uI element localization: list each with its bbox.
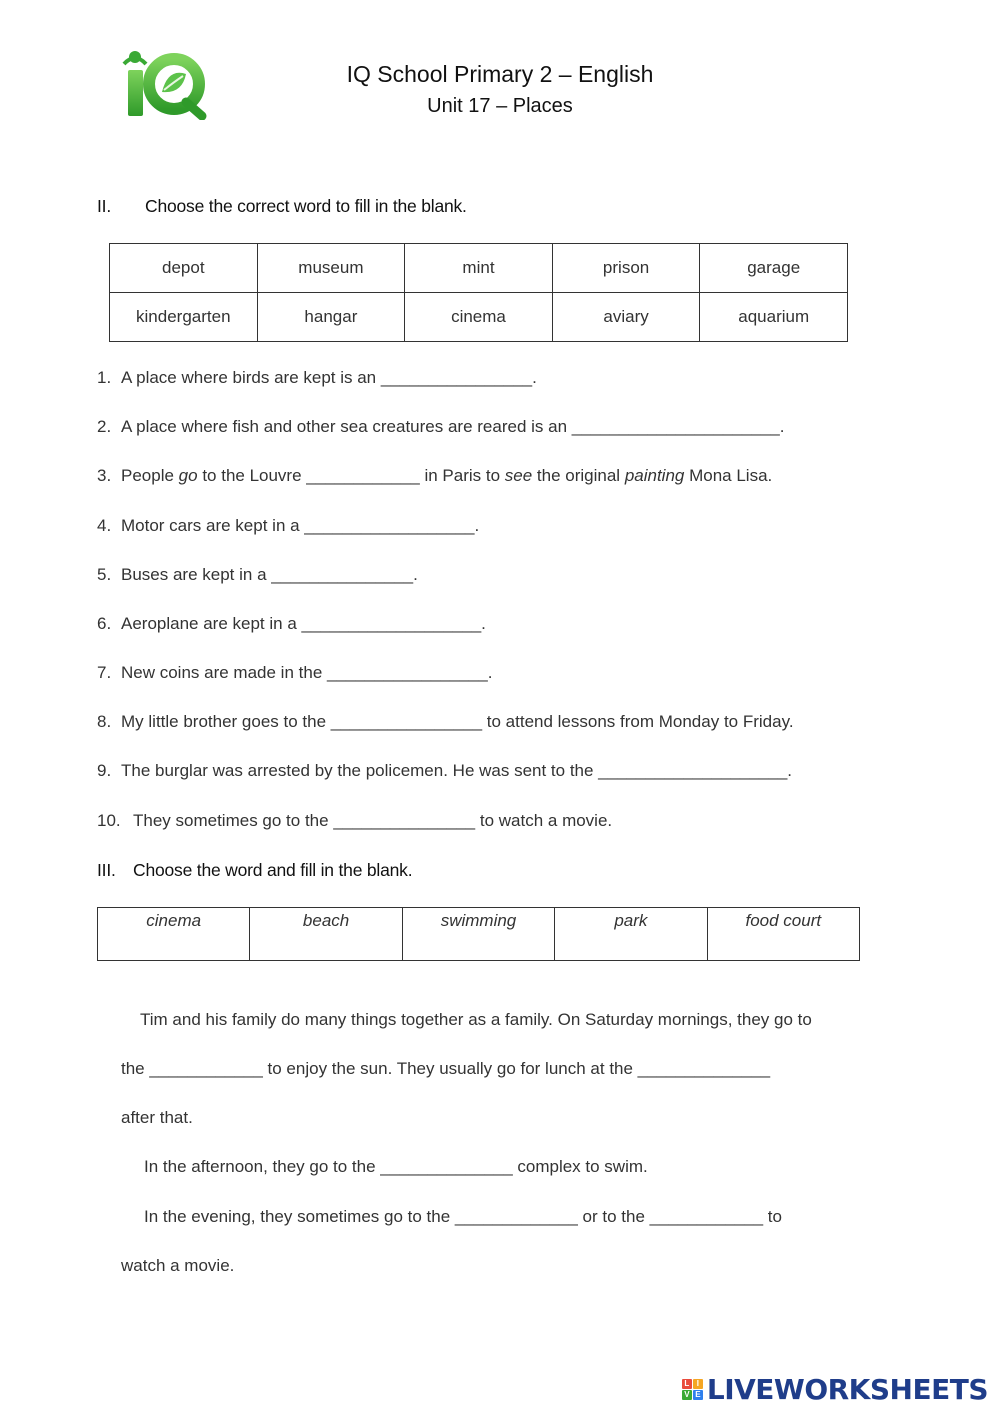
question-number: 7. xyxy=(97,663,112,682)
word-bank-cell: beach xyxy=(250,908,402,961)
section-3-instruction: Choose the word and fill in the blank. xyxy=(133,860,413,880)
question-text-emphasis: painting xyxy=(624,466,685,485)
word-bank-cell: cinema xyxy=(405,293,553,342)
word-bank-cell: depot xyxy=(110,244,258,293)
word-bank-cell: kindergarten xyxy=(110,293,258,342)
question-text-emphasis: go xyxy=(178,466,198,485)
question-6 xyxy=(97,614,486,634)
paragraph-line: after that. xyxy=(121,1108,193,1127)
section-3-number: III. xyxy=(97,860,116,880)
question-text[interactable]: New coins are made in the _________________. xyxy=(121,663,493,682)
question-number: 3. xyxy=(97,466,112,485)
word-bank-cell: mint xyxy=(405,244,553,293)
question-7 xyxy=(97,663,492,683)
word-bank-cell: park xyxy=(555,908,707,961)
question-text-part[interactable]: to the Louvre ____________ in Paris to xyxy=(197,466,505,485)
question-number: 1. xyxy=(97,368,112,387)
liveworksheets-watermark xyxy=(682,1373,988,1406)
question-text[interactable]: Buses are kept in a _______________. xyxy=(121,565,418,584)
question-number: 9. xyxy=(97,761,112,780)
question-5 xyxy=(97,565,418,585)
question-2 xyxy=(97,417,784,437)
watermark-text: LIVEWORKSHEETS xyxy=(706,1373,988,1406)
question-text[interactable]: My little brother goes to the ________________ to attend lessons from Monday to Friday. xyxy=(121,712,794,731)
badge-letter: L xyxy=(682,1379,692,1389)
section-3-heading xyxy=(97,860,412,881)
word-bank-cell: cinema xyxy=(98,908,250,961)
word-bank-row xyxy=(110,244,848,293)
word-bank-table-2 xyxy=(97,907,860,961)
badge-letter: I xyxy=(693,1379,703,1389)
word-bank-cell: museum xyxy=(257,244,405,293)
word-bank-cell: prison xyxy=(552,244,700,293)
badge-letter: V xyxy=(682,1390,692,1400)
page-subtitle: Unit 17 – Places xyxy=(427,95,573,117)
question-number: 4. xyxy=(97,516,112,535)
question-number: 5. xyxy=(97,565,112,584)
question-number: 8. xyxy=(97,712,112,731)
question-text[interactable]: A place where birds are kept is an ________________. xyxy=(121,368,537,387)
section-2-instruction: Choose the correct word to fill in the blank. xyxy=(145,196,467,216)
badge-letter: E xyxy=(693,1390,703,1400)
page-title: IQ School Primary 2 – English xyxy=(346,61,654,87)
liveworksheets-badge-icon xyxy=(682,1376,703,1404)
word-bank-cell: aviary xyxy=(552,293,700,342)
question-9 xyxy=(97,761,792,781)
question-text-part: People xyxy=(121,466,179,485)
paragraph-line: Tim and his family do many things together as a family. On Saturday mornings, they go to xyxy=(140,1010,812,1029)
question-10 xyxy=(97,811,612,831)
word-bank-cell: aquarium xyxy=(700,293,848,342)
question-number: 2. xyxy=(97,417,112,436)
question-text-part: Mona Lisa. xyxy=(684,466,773,485)
question-1 xyxy=(97,368,537,388)
question-text[interactable]: A place where fish and other sea creatures are reared is an ______________________. xyxy=(121,417,785,436)
question-text[interactable]: Aeroplane are kept in a ___________________. xyxy=(121,614,486,633)
word-bank-table xyxy=(109,243,848,342)
question-text[interactable]: The burglar was arrested by the policemen. He was sent to the ____________________. xyxy=(121,761,793,780)
word-bank-row xyxy=(110,293,848,342)
question-text-emphasis: see xyxy=(504,466,533,485)
paragraph-line: watch a movie. xyxy=(121,1256,235,1275)
section-2-number: II. xyxy=(97,196,111,216)
question-4 xyxy=(97,516,479,536)
word-bank-cell: garage xyxy=(700,244,848,293)
word-bank-cell: swimming xyxy=(402,908,554,961)
question-number: 6. xyxy=(97,614,112,633)
paragraph-line[interactable]: the ____________ to enjoy the sun. They usually go for lunch at the ______________ xyxy=(121,1059,771,1078)
paragraph-line[interactable]: In the evening, they sometimes go to the _____________ or to the ____________ to xyxy=(144,1207,782,1226)
question-3 xyxy=(97,466,772,486)
word-bank-cell: hangar xyxy=(257,293,405,342)
word-bank-cell: food court xyxy=(707,908,859,961)
question-number: 10. xyxy=(97,811,121,830)
paragraph-line[interactable]: In the afternoon, they go to the ______________ complex to swim. xyxy=(144,1157,648,1176)
question-text-part: the original xyxy=(532,466,625,485)
word-bank-row xyxy=(98,908,860,961)
question-text[interactable]: Motor cars are kept in a __________________. xyxy=(121,516,480,535)
section-2-heading xyxy=(97,196,467,217)
iq-school-logo xyxy=(120,44,210,120)
question-8 xyxy=(97,712,794,732)
question-text[interactable]: They sometimes go to the _______________ to watch a movie. xyxy=(133,811,613,830)
